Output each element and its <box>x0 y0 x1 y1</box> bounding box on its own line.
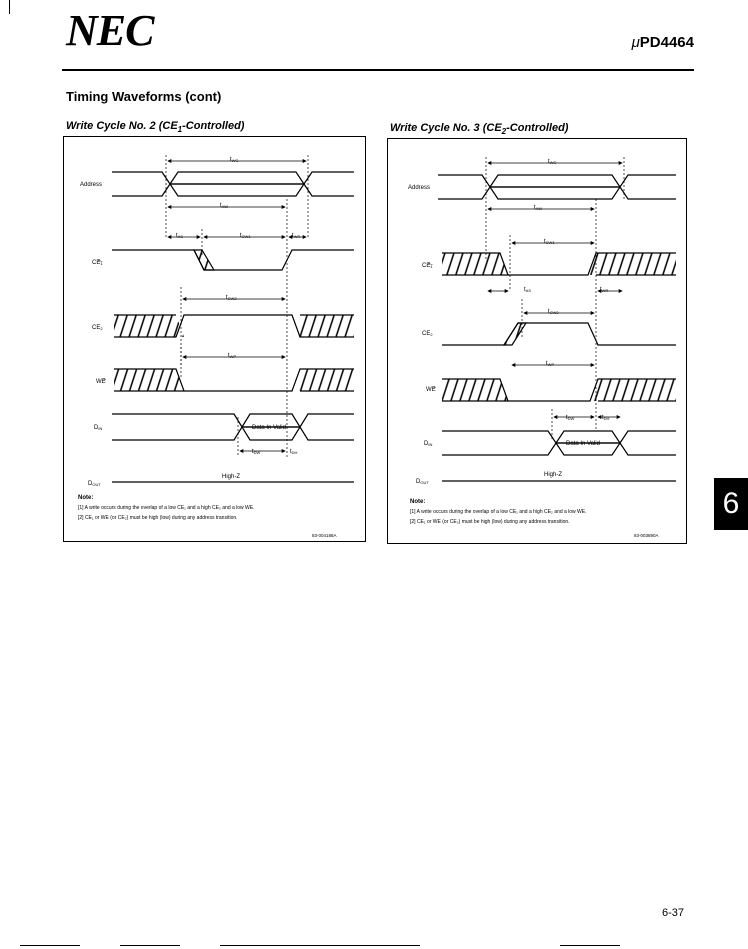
right-note-title: Note: <box>410 499 426 505</box>
header-rule <box>62 69 694 71</box>
left-param-taw <box>220 203 228 209</box>
left-timing-diagram <box>63 136 366 542</box>
right-param-twr <box>600 287 608 293</box>
right-label-dout <box>416 479 429 485</box>
right-ce1-sub: 1 <box>430 264 433 269</box>
footer-rule-4 <box>560 945 620 946</box>
right-twr-sub: WR <box>601 288 609 293</box>
footer-rule-2 <box>120 945 180 946</box>
right-tcw1-sub: CW1 <box>545 240 555 245</box>
right-figure-id: 83-003890A <box>634 533 659 538</box>
right-ce2-text: CE <box>422 331 431 337</box>
left-din-sub: IN <box>98 426 103 431</box>
left-note-title: Note: <box>78 495 94 501</box>
right-param-tas <box>524 287 531 293</box>
left-data-valid-label: Data In Valid <box>252 425 286 431</box>
right-ce2-wave <box>442 323 676 345</box>
left-twc-t: t <box>230 157 232 163</box>
left-label-address: Address <box>80 182 103 188</box>
left-twp-t: t <box>228 353 230 359</box>
right-param-twp <box>546 361 554 367</box>
right-din-text: D <box>424 441 429 447</box>
right-tcw1-t: t <box>544 239 546 245</box>
left-param-twp <box>228 353 236 359</box>
left-we-hatch-right <box>292 369 354 391</box>
left-tcw2-sub: CW2 <box>227 296 237 301</box>
nec-logo: NEC <box>66 6 154 55</box>
left-twc-sub: WC <box>231 158 239 163</box>
left-ce1-wave <box>112 250 354 270</box>
right-caption-sub: 2 <box>501 127 507 137</box>
left-ce2-text: CE <box>92 325 101 331</box>
right-twc-t: t <box>548 159 550 165</box>
part-number-prefix: μ <box>631 34 640 51</box>
left-diagram-caption <box>66 120 244 134</box>
right-highz-label: High-Z <box>544 472 563 478</box>
right-address-lower <box>438 187 676 199</box>
right-ce2-sub: 2 <box>430 332 433 337</box>
left-param-twc <box>230 157 238 163</box>
right-ce1-hatch <box>442 253 508 275</box>
left-twr-sub: WR <box>293 234 301 239</box>
right-address-upper <box>438 175 676 187</box>
left-param-twr <box>292 233 300 239</box>
left-din-lower <box>112 427 354 440</box>
right-ce2-hatch <box>504 323 526 345</box>
right-diagram-caption <box>390 122 568 136</box>
left-caption-pre: Write Cycle No. 2 (CE <box>66 120 178 132</box>
right-tdw-sub: DW <box>567 416 575 421</box>
left-tcw1-t: t <box>240 233 242 239</box>
left-ce2-hatch <box>114 315 184 337</box>
left-param-tcw2 <box>226 295 237 301</box>
left-label-dout <box>88 481 101 487</box>
right-tdw-t: t <box>566 415 568 421</box>
right-din-lower <box>442 443 676 455</box>
right-timing-diagram <box>387 138 687 544</box>
left-tcw1-sub: CW1 <box>241 234 251 239</box>
left-param-tas <box>176 233 183 239</box>
left-dout-sub: OUT <box>92 482 101 487</box>
section-title: Timing Waveforms (cont) <box>66 89 222 104</box>
left-twp-sub: WP <box>229 354 237 359</box>
left-tdh-t: t <box>290 449 292 455</box>
right-twr-t: t <box>600 287 602 293</box>
left-param-tcw1 <box>240 233 251 239</box>
left-figure-id: 83-004188A <box>312 533 337 538</box>
right-label-ce1 <box>422 263 433 269</box>
right-label-ce2 <box>422 331 433 337</box>
right-caption-pre: Write Cycle No. 3 (CE <box>390 122 502 134</box>
left-tcw2-t: t <box>226 295 228 301</box>
left-caption-sub: 1 <box>177 125 183 135</box>
left-twr-t: t <box>292 233 294 239</box>
right-din-sub: IN <box>428 442 433 447</box>
right-data-valid-label: Data In Valid <box>566 441 600 447</box>
left-caption-post: -Controlled) <box>182 120 245 132</box>
right-tcw2-t: t <box>548 309 550 315</box>
left-tdw-t: t <box>252 449 254 455</box>
right-note-1: [1] A write occurs during the overlap of a low CE₁ and a high CE₂ and a low WE. <box>410 509 587 515</box>
footer-rule-1 <box>20 945 80 946</box>
right-dout-sub: OUT <box>420 480 429 485</box>
right-tas-sub: AS <box>525 288 532 293</box>
left-param-tdw <box>252 449 261 455</box>
right-ce1-hatch-right <box>588 253 676 275</box>
right-twp-sub: WP <box>547 362 555 367</box>
part-number <box>632 34 694 51</box>
right-param-tdh <box>602 415 610 421</box>
left-label-din <box>94 425 102 431</box>
right-we-hatch-right <box>590 379 676 401</box>
right-we-hatch <box>442 379 508 401</box>
right-label-we: WE <box>426 387 436 393</box>
right-param-taw <box>534 205 542 211</box>
footer-rule-3 <box>220 945 420 946</box>
left-ce2-sub: 2 <box>100 326 103 331</box>
left-din-upper <box>112 414 354 427</box>
right-param-tcw2 <box>548 309 559 315</box>
right-tas-t: t <box>524 287 526 293</box>
left-address-upper <box>112 172 354 184</box>
left-ce1-hatch <box>194 250 214 270</box>
left-label-ce2 <box>92 325 103 331</box>
left-ce2-hatch-right <box>292 315 354 337</box>
left-tas-sub: AS <box>177 234 184 239</box>
part-number-text: PD4464 <box>639 34 694 51</box>
right-caption-post: -Controlled) <box>506 122 569 134</box>
right-taw-t: t <box>534 205 536 211</box>
left-we-hatch <box>114 369 184 391</box>
left-tas-t: t <box>176 233 178 239</box>
right-label-din <box>424 441 432 447</box>
right-dout-text: D <box>416 479 421 485</box>
right-param-tcw1 <box>544 239 555 245</box>
right-tcw2-sub: CW2 <box>549 310 559 315</box>
left-tdh-sub: DH <box>291 450 298 455</box>
left-ce1-sub: 1 <box>100 261 103 266</box>
left-label-ce1 <box>92 260 103 266</box>
right-twp-t: t <box>546 361 548 367</box>
right-param-twc <box>548 159 556 165</box>
page-number: 6-37 <box>662 907 685 919</box>
left-taw-t: t <box>220 203 222 209</box>
right-note-2: [2] CE₁ or WE (or CE₂) must be high (low) during any address transition. <box>410 519 570 525</box>
left-din-text: D <box>94 425 99 431</box>
left-taw-sub: AW <box>221 204 228 209</box>
right-twc-sub: WC <box>549 160 557 165</box>
section-tab: 6 <box>714 478 748 530</box>
left-highz-label: High-Z <box>222 474 241 480</box>
left-note-2: [2] CE₁ or WE (or CE₂) must be high (low) during any address transition. <box>78 515 238 521</box>
left-address-lower <box>112 184 354 196</box>
right-din-upper <box>442 431 676 443</box>
right-taw-sub: AW <box>535 206 542 211</box>
left-param-tdh <box>290 449 298 455</box>
left-tdw-sub: DW <box>253 450 261 455</box>
right-label-address: Address <box>408 185 431 191</box>
right-ce1-text: CE <box>422 263 431 269</box>
left-label-we: WE <box>96 379 106 385</box>
right-tdh-sub: DH <box>603 416 610 421</box>
left-dout-text: D <box>88 481 93 487</box>
left-note-1: [1] A write occurs during the overlap of a low CE₁ and a high CE₂ and a low WE. <box>78 505 255 511</box>
right-param-tdw <box>566 415 575 421</box>
left-ce1-text: CE <box>92 260 101 266</box>
right-tdh-t: t <box>602 415 604 421</box>
